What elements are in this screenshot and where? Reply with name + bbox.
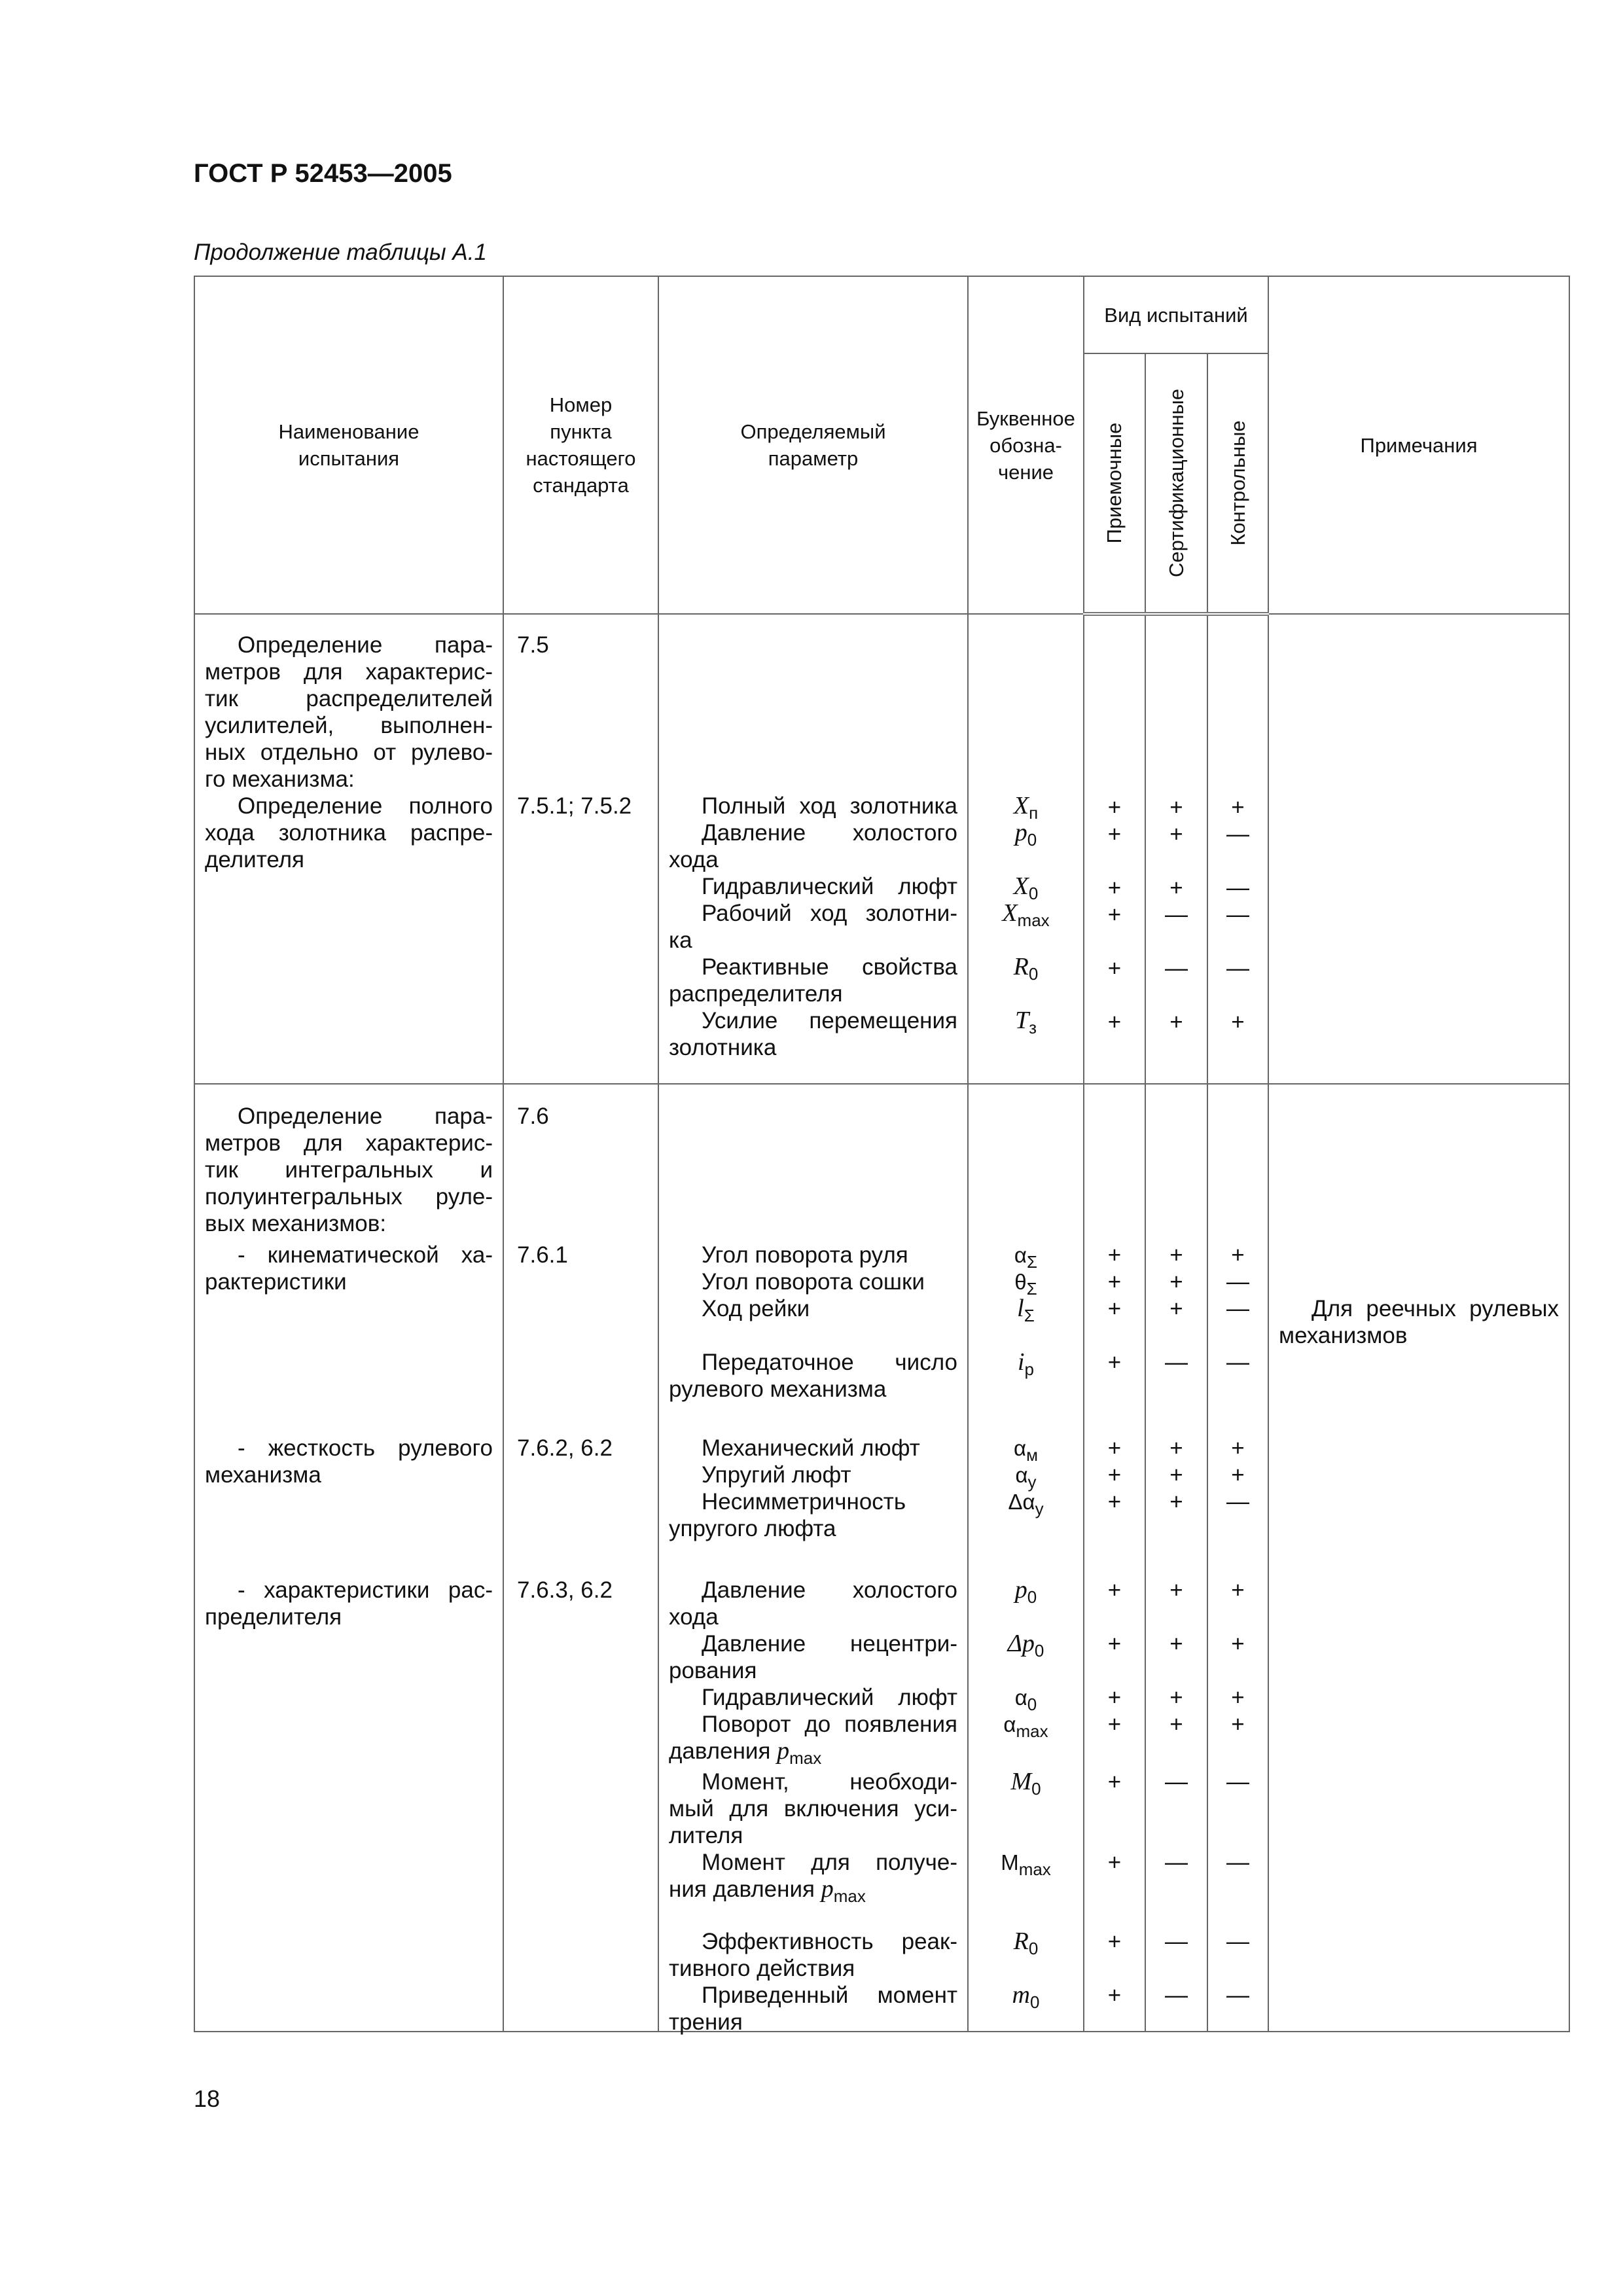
page-number: 18 [194, 2085, 221, 2112]
header-test-types-group: Вид испытаний [1084, 276, 1268, 353]
header-control: Контрольные [1207, 353, 1268, 614]
header-parameter: Определяемый параметр [658, 276, 968, 614]
block1-control-marks: + — — — — + [1207, 614, 1268, 1084]
header-acceptance: Приемочные [1084, 353, 1145, 614]
header-notes: Примечания [1268, 276, 1569, 614]
block1-parameters: Полный ход золотника Давление холостого хода Гидравлический люфт Рабочий ход золотни- ка Реактивные свойства распределителя Усилие перемещения золотника [658, 614, 968, 1084]
standard-header: ГОСТ Р 52453—2005 [194, 159, 452, 188]
header-test-name: Наименование испытания [194, 276, 503, 614]
block2-control-marks: + — — — + + — + + + + — — — — [1207, 1084, 1268, 2032]
block1-acceptance-marks: + + + + + + [1084, 614, 1145, 1084]
header-symbol: Буквенное обозна- чение [968, 276, 1084, 614]
block2-acceptance-marks: + + + + + + + + + + + + + + + [1084, 1084, 1145, 2032]
block2-clauses: 7.6 7.6.1 7.6.2, 6.2 7.6.3, 6.2 [503, 1084, 658, 2032]
block2-symbols: $\alpha_\Sigma$ $\theta_\Sigma$ $l_\Sigma$ $i_р$ $\alpha_м$ $\alpha_у$ $\Delta\alpha_у$ $p_0$ $\Delta p_0$ $\alpha_0$ $\alpha_{max}$ $M_0$ $M_{max}$ $R_0$ $m_0$ [968, 1084, 1084, 2032]
header-clause-number: Номер пункта настоящего стандарта [503, 276, 658, 614]
header-certification: Сертификационные [1145, 353, 1207, 614]
block1-clauses: 7.5 7.5.1; 7.5.2 [503, 614, 658, 1084]
block2-parameters: Угол поворота руля Угол поворота сошки Ход рейки Передаточное число рулевого механизма Механический люфт Упругий люфт Несимметричность упругого люфта Давление холостого хода Давление нецентри- рования Гидравлический люфт Поворот до появления давления $p_{max}$ Момент, необходи- мый для включения уси- лителя Момент для получе- ния давления $p_{max}$ Эффективность реак- тивного действия Приведенный момент трения [658, 1084, 968, 2032]
block1-certification-marks: + + + — — + [1145, 614, 1207, 1084]
block1-test-name: Определение пара- метров для характерис- тик распределителей усилителей, выполнен- ных отдельно от рулево- го механизма: Определение полного хода золотника распре- делителя [194, 614, 503, 1084]
block1-notes [1268, 614, 1569, 1084]
block1-symbols: $X_п$ $p_0$ $X_0$ $X_{max}$ $R_0$ $T_з$ [968, 614, 1084, 1084]
main-table [194, 276, 1570, 2035]
block2-certification-marks: + + + — + + + + + + + — — — — [1145, 1084, 1207, 2032]
block2-test-name: Определение пара- метров для характерис- тик интегральных и полуинтегральных руле- вых механизмов: - кинематической ха- рактеристики - жесткость рулевого механизма - характеристики рас- пределителя [194, 1084, 503, 2032]
table-continuation-caption: Продолжение таблицы А.1 [194, 240, 487, 265]
block2-notes: Для реечных рулевых механизмов [1268, 1084, 1569, 2032]
